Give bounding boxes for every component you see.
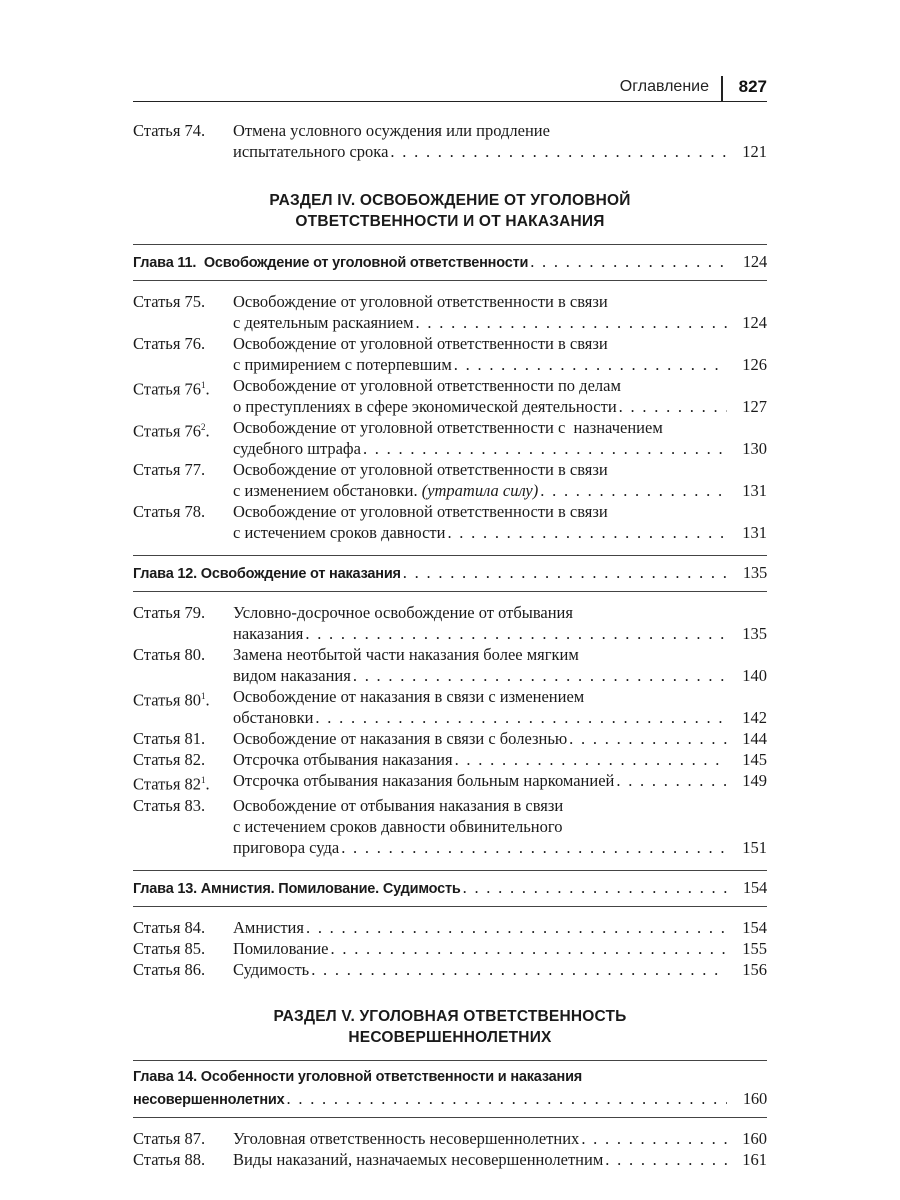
entry-label: Статья 77. (133, 460, 206, 479)
entry-text-line2: с примирением с потерпевшим (233, 355, 452, 374)
dot-leader (363, 438, 727, 459)
dot-leader (353, 665, 727, 686)
entry-page: 155 (742, 938, 767, 958)
toc-content (133, 120, 767, 1170)
entry-label: Статья 75. (133, 292, 206, 311)
toc-chapter-12[interactable] (133, 562, 767, 585)
chapter-rule (133, 870, 767, 871)
chapter-title: Глава 13. Амнистия. Помилование. Судимость (133, 880, 461, 897)
chapter-page: 135 (742, 563, 767, 582)
dot-leader (315, 707, 727, 728)
entry-text-line2: с истечением сроков давности обвинительного (233, 816, 563, 836)
toc-entry-75[interactable] (133, 291, 767, 333)
entry-text-line1: Освобождение от уголовной ответственности с назначением (233, 418, 663, 437)
chapter-title: Глава 12. Освобождение от наказания (133, 566, 401, 582)
toc-entry-85[interactable] (133, 938, 767, 959)
entry-label: Статья 85. (133, 938, 206, 958)
dot-leader (331, 938, 728, 959)
header-rule (133, 101, 767, 102)
dot-leader (455, 749, 727, 770)
toc-entry-82[interactable] (133, 749, 767, 770)
section-heading-4 (133, 190, 767, 232)
entry-label: Статья 87. (133, 1128, 206, 1148)
entry-page: 131 (742, 523, 767, 542)
header-title: Оглавление (619, 78, 709, 95)
entry-text-line2: с истечением сроков давности (233, 523, 446, 542)
entry-text-line2: обстановки (233, 708, 314, 727)
entry-label: Статья 80. (133, 645, 206, 664)
entry-text-line2: наказания (233, 624, 304, 643)
entry-text-line2: о преступлениях в сфере экономической деятельности (233, 397, 617, 416)
dot-leader (287, 1088, 728, 1109)
entry-text-line1: Освобождение от уголовной ответственности по делам (233, 376, 621, 395)
toc-chapter-13[interactable] (133, 877, 767, 900)
entry-page: 156 (742, 959, 767, 979)
entry-text-line1: Освобождение от уголовной ответственности в связи (233, 460, 608, 479)
chapter-title-line1: Глава 14. Особенности уголовной ответственности и наказания (133, 1068, 583, 1085)
dot-leader (454, 354, 727, 375)
entry-text: Амнистия (233, 917, 304, 937)
dot-leader (530, 251, 727, 272)
entry-text-line1: Освобождение от наказания в связи с изменением (233, 687, 585, 706)
dot-leader (605, 1149, 727, 1170)
section-rule (133, 1060, 767, 1061)
entry-page: 149 (742, 771, 767, 790)
section-rule (133, 244, 767, 245)
chapter-rule (133, 1117, 767, 1118)
entry-text-line1: Освобождение от уголовной ответственности в связи (233, 502, 608, 521)
entry-text-line2: с изменением обстановки. (утратила силу) (233, 481, 539, 500)
entry-label: Статья 82. (133, 750, 206, 769)
entry-text-line1: Условно-досрочное освобождение от отбывания (233, 603, 573, 622)
dot-leader (581, 1128, 727, 1149)
entry-label: Статья 83. (133, 795, 206, 815)
entry-page: 151 (742, 837, 767, 857)
dot-leader (616, 770, 727, 791)
chapter-page: 124 (742, 252, 767, 271)
chapter-rule (133, 280, 767, 281)
entry-text: Отсрочка отбывания наказания (233, 750, 453, 769)
entry-label: Статья 81. (133, 729, 206, 748)
entry-label: Статья 79. (133, 603, 206, 622)
toc-entry-76-1[interactable] (133, 375, 767, 417)
dot-leader (341, 837, 727, 858)
entry-text: Помилование (233, 938, 329, 958)
entry-page: 160 (742, 1128, 767, 1148)
entry-label: Статья 76. (133, 334, 206, 353)
toc-entry-84[interactable] (133, 917, 767, 938)
dot-leader (403, 562, 727, 583)
chapter-title: Глава 11. Освобождение от уголовной ответственности (133, 255, 529, 271)
toc-chapter-14[interactable] (133, 1067, 767, 1111)
entry-text-line1: Отмена условного осуждения или продление (233, 121, 550, 140)
dot-leader (447, 522, 727, 543)
toc-entry-76[interactable] (133, 333, 767, 375)
dot-leader (463, 877, 727, 898)
entry-text: Уголовная ответственность несовершеннолетних (233, 1128, 580, 1148)
entry-page: 154 (742, 917, 767, 937)
dot-leader (619, 396, 727, 417)
entry-page: 131 (742, 481, 767, 500)
entry-page: 126 (742, 355, 767, 374)
dot-leader (540, 480, 727, 501)
section-title-line1: РАЗДЕЛ V. УГОЛОВНАЯ ОТВЕТСТВЕННОСТЬ (273, 1007, 627, 1025)
chapter-rule (133, 591, 767, 592)
entry-label: Статья $76^1$. (133, 379, 210, 399)
page-number: 827 (738, 77, 767, 96)
entry-label: Статья 88. (133, 1149, 206, 1169)
dot-leader (390, 141, 727, 162)
entry-page: 121 (742, 142, 767, 161)
toc-entry-77[interactable] (133, 459, 767, 501)
dot-leader (569, 728, 727, 749)
section-heading-5 (133, 1006, 767, 1048)
entry-text: Судимость (233, 959, 310, 979)
entry-text-line2: судебного штрафа (233, 439, 361, 458)
entry-label: Статья 74. (133, 121, 206, 140)
entry-page: 130 (742, 439, 767, 458)
entry-label: Статья 78. (133, 502, 206, 521)
chapter-rule (133, 555, 767, 556)
entry-page: 124 (742, 313, 767, 332)
entry-page: 144 (742, 729, 767, 748)
entry-text-line1: Освобождение от уголовной ответственности в связи (233, 292, 608, 311)
entry-page: 161 (742, 1149, 767, 1169)
entry-label: Статья $80^1$. (133, 690, 210, 710)
section-title-line2: НЕСОВЕРШЕННОЛЕТНИХ (348, 1028, 552, 1046)
toc-entry-80[interactable] (133, 644, 767, 686)
section-title-line2: ОТВЕТСТВЕННОСТИ И ОТ НАКАЗАНИЯ (295, 213, 605, 230)
entry-label: Статья $76^2$. (133, 421, 210, 441)
entry-page: 142 (742, 708, 767, 727)
chapter-rule (133, 906, 767, 907)
entry-text: Освобождение от наказания в связи с болезнью (233, 729, 568, 748)
dot-leader (416, 312, 727, 333)
chapter-page: 154 (742, 877, 767, 897)
entry-page: 145 (742, 750, 767, 769)
entry-label: Статья 86. (133, 959, 206, 979)
toc-entry-81[interactable] (133, 728, 767, 749)
toc-entry-88[interactable] (133, 1149, 767, 1170)
toc-entry-83[interactable] (133, 795, 767, 858)
toc-entry-82-1[interactable] (133, 770, 767, 795)
repealed-note: (утратила силу) (421, 481, 539, 500)
entry-text-line1: Освобождение от отбывания наказания в связи (233, 795, 564, 815)
entry-text-line2: видом наказания (233, 666, 351, 685)
entry-page: 135 (742, 624, 767, 643)
toc-entry-79[interactable] (133, 602, 767, 644)
entry-text-line1: Замена неотбытой части наказания более мягким (233, 645, 579, 664)
dot-leader (306, 917, 727, 938)
toc-entry-86[interactable] (133, 959, 767, 980)
entry-text-line2: с деятельным раскаянием (233, 313, 414, 332)
toc-entry-78[interactable] (133, 501, 767, 543)
toc-entry-87[interactable] (133, 1128, 767, 1149)
entry-text-line1: Освобождение от уголовной ответственности в связи (233, 334, 608, 353)
chapter-title-line2: несовершеннолетних (133, 1091, 285, 1108)
toc-entry-80-1[interactable] (133, 686, 767, 728)
entry-text-line2: испытательного срока (233, 142, 389, 161)
header-separator (721, 76, 723, 102)
toc-entry-76-2[interactable] (133, 417, 767, 459)
toc-chapter-11[interactable] (133, 251, 767, 274)
dot-leader (305, 623, 727, 644)
dot-leader (311, 959, 727, 980)
entry-label: Статья 84. (133, 917, 206, 937)
section-title-line1: РАЗДЕЛ IV. ОСВОБОЖДЕНИЕ ОТ УГОЛОВНОЙ (269, 192, 631, 209)
entry-text: Виды наказаний, назначаемых несовершеннолетним (233, 1149, 604, 1169)
entry-page: 127 (742, 397, 767, 416)
entry-text-line3: приговора суда (233, 837, 340, 857)
entry-text: Отсрочка отбывания наказания больным наркоманией (233, 771, 615, 790)
chapter-page: 160 (742, 1088, 767, 1108)
entry-label: Статья $82^1$. (133, 774, 210, 794)
entry-page: 140 (742, 666, 767, 685)
running-header (133, 72, 767, 102)
toc-entry-74[interactable] (133, 120, 767, 162)
